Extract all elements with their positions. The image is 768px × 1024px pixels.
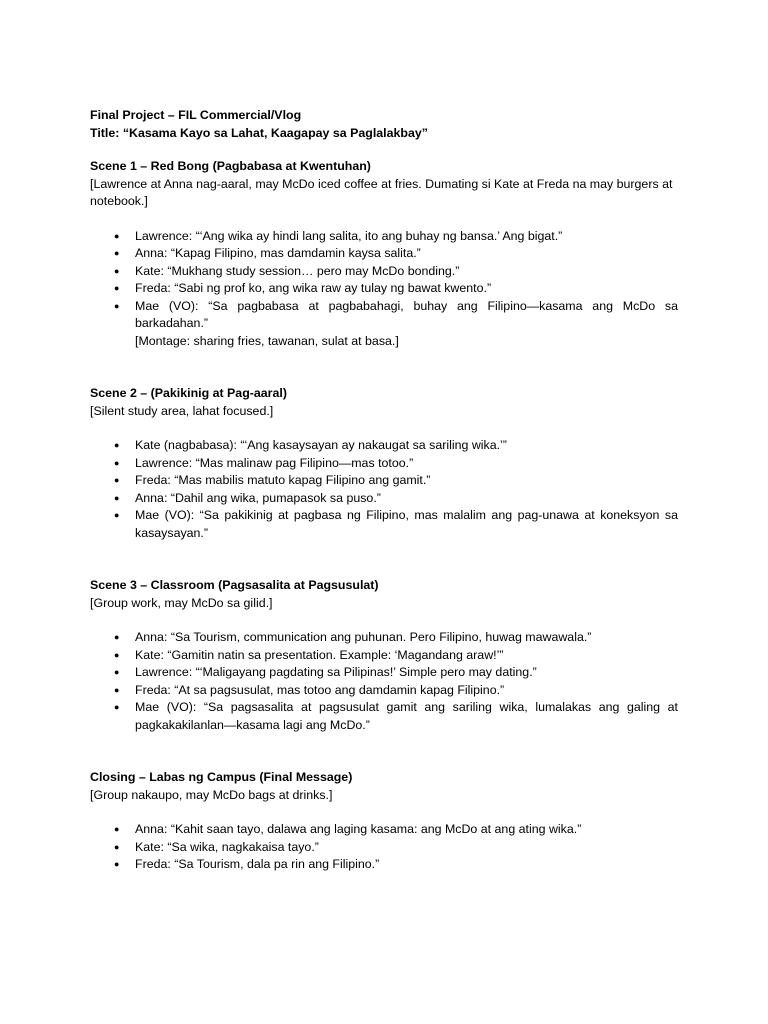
dialogue-list [90,437,678,542]
scene-section [90,385,678,542]
bullet-icon: ● [114,667,120,677]
dialogue-text: Kate: “Sa wika, nagkakaisa tayo.” [135,839,319,854]
dialogue-text: Mae (VO): “Sa pakikinig at pagbasa ng Filipino, mas malalim ang pag-unawa at koneksyon sa kasaysayan.” [135,508,678,540]
scene-heading: Scene 2 – (Pakikinig at Pag-aaral) [90,386,287,400]
bullet-icon: ● [114,440,120,450]
scene-heading: Scene 1 – Red Bong (Pagbabasa at Kwentuhan) [90,159,371,173]
dialogue-line [90,699,678,734]
bullet-icon: ● [114,859,120,869]
bullet-icon: ● [114,702,120,712]
dialogue-list [90,821,678,874]
bullet-icon: ● [114,841,120,852]
dialogue-text: Mae (VO): “Sa pagbabasa at pagbabahagi, buhay ang Filipino—kasama ang McDo sa barkadahan.” [135,298,678,330]
dialogue-line [90,507,678,542]
dialogue-text: Lawrence: “‘Maligayang pagdating sa Pilipinas!’ Simple pero may dating.” [135,665,537,679]
scene-section [90,769,678,874]
dialogue-text: Anna: “Kapag Filipino, mas damdamin kaysa salita.” [135,246,421,260]
dialogue-text: Kate: “Mukhang study session… pero may McDo bonding.” [135,263,460,278]
bullet-icon: ● [114,248,120,258]
scene-section [90,577,678,734]
dialogue-line [90,280,678,298]
dialogue-text: Anna: “Kahit saan tayo, dalawa ang laging kasama: ang McDo at ang ating wika.” [135,822,582,836]
dialogue-text: Kate: “Gamitin natin sa presentation. Example: ‘Magandang araw!’” [135,647,504,662]
stage-direction: [Silent study area, lahat focused.] [90,403,274,418]
bullet-icon: ● [114,300,120,311]
bullet-icon: ● [114,684,120,695]
dialogue-text: Lawrence: “Mas malinaw pag Filipino—mas totoo.” [135,455,414,470]
bullet-icon: ● [114,824,120,834]
stage-direction: [Group work, may McDo sa gilid.] [90,595,273,610]
project-header [90,107,678,142]
document-page [90,107,678,874]
dialogue-list [90,228,678,351]
bullet-icon: ● [114,510,120,520]
bullet-icon: ● [114,230,120,241]
project-title: Title: “Kasama Kayo sa Lahat, Kaagapay sa Paglalakbay” [90,125,428,140]
stage-direction: [Group nakaupo, may McDo bags at drinks.] [90,787,333,802]
dialogue-text: Freda: “At sa pagsusulat, mas totoo ang damdamin kapag Filipino.” [135,682,505,697]
bullet-icon: ● [114,475,120,485]
dialogue-text: Freda: “Sabi ng prof ko, ang wika raw ay tulay ng bawat kwento.” [135,281,492,295]
project-label: Final Project – FIL Commercial/Vlog [90,108,302,122]
dialogue-text: Kate (nagbabasa): “‘Ang kasaysayan ay nakaugat sa sariling wika.’” [135,438,507,452]
dialogue-line [90,437,678,455]
montage-note: [Montage: sharing fries, tawanan, sulat at basa.] [135,333,399,348]
bullet-icon: ● [114,632,120,642]
dialogue-text: Freda: “Sa Tourism, dala pa rin ang Filipino.” [135,857,380,871]
dialogue-line [90,647,678,665]
scene-section [90,158,678,350]
scene-heading: Scene 3 – Classroom (Pagsasalita at Pagsusulat) [90,578,379,592]
dialogue-line [90,455,678,473]
dialogue-line [90,856,678,874]
dialogue-line [90,263,678,281]
bullet-icon: ● [114,492,120,503]
dialogue-text: Mae (VO): “Sa pagsasalita at pagsusulat gamit ang sariling wika, lumalakas ang galing at pagkakakilanlan—kasama lagi ang McDo.” [135,700,678,732]
dialogue-text: Freda: “Mas mabilis matuto kapag Filipino ang gamit.” [135,473,431,487]
dialogue-line [90,839,678,857]
dialogue-line [90,490,678,508]
dialogue-line [90,298,678,351]
dialogue-line [90,821,678,839]
dialogue-text: Anna: “Sa Tourism, communication ang puhunan. Pero Filipino, huwag mawawala.” [135,630,592,644]
dialogue-line [90,245,678,263]
bullet-icon: ● [114,283,120,293]
script-sections [90,158,678,874]
dialogue-line [90,664,678,682]
bullet-icon: ● [114,265,120,276]
scene-heading: Closing – Labas ng Campus (Final Message) [90,770,353,784]
dialogue-text: Anna: “Dahil ang wika, pumapasok sa puso.” [135,490,381,505]
dialogue-line [90,629,678,647]
dialogue-line [90,228,678,246]
dialogue-text: Lawrence: “‘Ang wika ay hindi lang salita, ito ang buhay ng bansa.’ Ang bigat.” [135,228,563,243]
dialogue-line [90,682,678,700]
stage-direction: [Lawrence at Anna nag-aaral, may McDo iced coffee at fries. Dumating si Kate at Freda na may burgers at notebook.] [90,176,673,208]
bullet-icon: ● [114,457,120,468]
dialogue-list [90,629,678,734]
dialogue-line [90,472,678,490]
bullet-icon: ● [114,649,120,660]
